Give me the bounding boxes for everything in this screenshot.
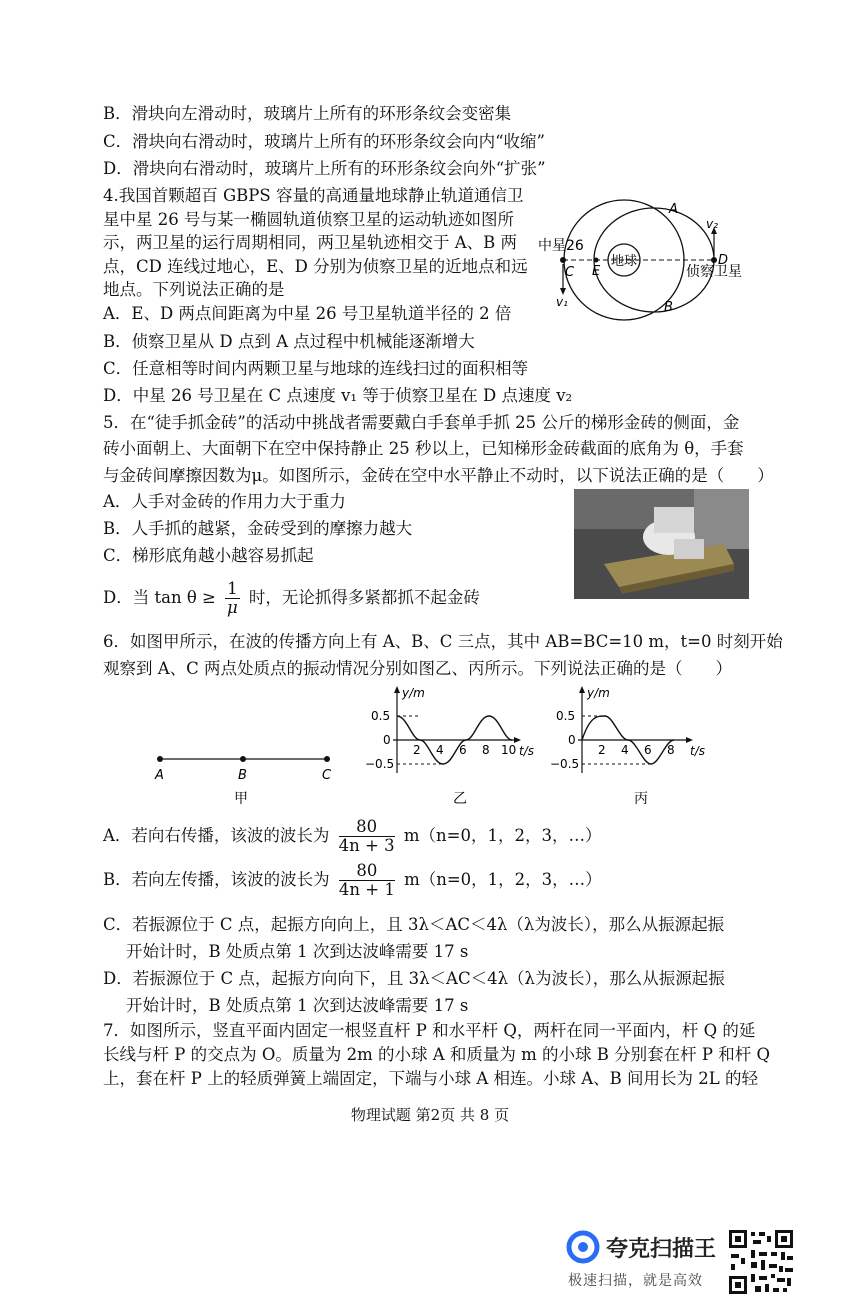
label-a: A bbox=[155, 768, 164, 783]
q4-option-d: D．中星 26 号卫星在 C 点速度 v₁ 等于侦察卫星在 D 点速度 v₂ bbox=[103, 386, 573, 405]
q4-stem-line2: 星中星 26 号与某一椭圆轨道侦察卫星的运动轨迹如图所 bbox=[103, 210, 514, 229]
q3-option-d: D．滑块向右滑动时，玻璃片上所有的环形条纹会向外“扩张” bbox=[103, 159, 546, 178]
q6-option-b: B．若向左传播，该波的波长为 $\frac{80}{4n + 1}$ m（n=0，1，2，3，…） bbox=[103, 861, 602, 899]
q4-orbit-figure bbox=[536, 180, 766, 320]
q6-figure-yi bbox=[355, 683, 534, 808]
q5-stem-line3: 与金砖间摩擦因数为μ。如图所示，金砖在空中水平静止不动时，以下说法正确的是（ ） bbox=[103, 466, 774, 485]
q5-option-d: D．当 tan θ ≥ $\frac{1}{\mu}$ 时，无论抓得多紧都抓不起金砖 bbox=[103, 579, 480, 617]
svg-text:y/m: y/m bbox=[402, 686, 425, 700]
point-d bbox=[711, 257, 717, 263]
brand-name: 夸克扫描王 bbox=[606, 1237, 717, 1262]
scanner-watermark bbox=[560, 1228, 730, 1298]
label-v1: v₁ bbox=[556, 295, 568, 309]
page-footer: 物理试题 第2页 共 8 页 bbox=[350, 1106, 510, 1124]
point-c bbox=[324, 756, 330, 762]
q4-option-c: C．任意相等时间内两颗卫星与地球的连线扫过的面积相等 bbox=[103, 359, 529, 378]
q5-option-b: B．人手抓的越紧，金砖受到的摩擦力越大 bbox=[103, 519, 413, 538]
svg-text:8: 8 bbox=[482, 743, 490, 757]
q4-stem-line3: 示，两卫星的运行周期相同，两卫星轨迹相交于 A、B 两 bbox=[103, 233, 518, 252]
gold-brick-photo bbox=[574, 489, 749, 599]
svg-text:t/s: t/s bbox=[690, 744, 705, 758]
q6-option-d-line2: 开始计时，B 处质点第 1 次到达波峰需要 17 s bbox=[126, 996, 469, 1015]
svg-text:0: 0 bbox=[383, 733, 391, 747]
point-c bbox=[560, 257, 566, 263]
svg-text:−0.5: −0.5 bbox=[365, 757, 395, 771]
label-c: C bbox=[322, 768, 332, 783]
label-earth: 地球 bbox=[611, 254, 638, 269]
caption-jia: 甲 bbox=[234, 791, 248, 807]
q5-option-d-fraction: $\frac{1}{\mu}$ bbox=[226, 579, 238, 617]
label-b: B bbox=[664, 300, 673, 315]
point-a bbox=[157, 756, 163, 762]
caption-yi: 乙 bbox=[453, 791, 467, 807]
svg-text:6: 6 bbox=[459, 743, 467, 757]
q6-stem-line1: 6．如图甲所示，在波的传播方向上有 A、B、C 三点，其中 AB=BC=10 m，t=0 时刻开始 bbox=[103, 632, 783, 651]
point-b bbox=[240, 756, 246, 762]
label-e: E bbox=[592, 264, 601, 279]
svg-text:4: 4 bbox=[621, 743, 629, 757]
label-d: D bbox=[718, 253, 729, 268]
label-a: A bbox=[669, 202, 678, 217]
q6-option-a: A．若向右传播，该波的波长为 $\frac{80}{4n + 3}$ m（n=0，1，2，3，…） bbox=[103, 817, 602, 855]
q6-option-c-line2: 开始计时，B 处质点第 1 次到达波峰需要 17 s bbox=[126, 942, 469, 961]
q7-stem-line2: 长线与杆 P 的交点为 O。质量为 2m 的小球 A 和质量为 m 的小球 B 分别套在杆 P 和杆 Q bbox=[103, 1045, 771, 1064]
q4-option-b: B．侦察卫星从 D 点到 A 点过程中机械能逐渐增大 bbox=[103, 332, 475, 351]
svg-text:10: 10 bbox=[501, 743, 517, 757]
q5-option-c: C．梯形底角越小越容易抓起 bbox=[103, 546, 314, 565]
q3-option-b: B．滑块向左滑动时，玻璃片上所有的环形条纹会变密集 bbox=[103, 104, 512, 123]
svg-text:0.5: 0.5 bbox=[556, 709, 576, 723]
q7-stem-line3: 上，套在杆 P 上的轻质弹簧上端固定，下端与小球 A 相连。小球 A、B 间用长为 2L 的轻 bbox=[103, 1069, 758, 1088]
svg-text:2: 2 bbox=[413, 743, 421, 757]
qr-code-icon bbox=[727, 1228, 795, 1296]
q5-option-a: A．人手对金砖的作用力大于重力 bbox=[103, 492, 346, 511]
label-zhongxing: 中星26 bbox=[538, 238, 584, 254]
q4-option-a: A．E、D 两点间距离为中星 26 号卫星轨道半径的 2 倍 bbox=[103, 304, 512, 323]
q3-option-c: C．滑块向右滑动时，玻璃片上所有的环形条纹会向内“收缩” bbox=[103, 132, 545, 151]
label-b: B bbox=[238, 768, 247, 783]
label-v2: v₂ bbox=[706, 217, 718, 231]
q6-option-b-fraction: $\frac{80}{4n + 1}$ bbox=[338, 861, 395, 899]
q5-stem-line2: 砖小面朝上、大面朝下在空中保持静止 25 秒以上，已知梯形金砖截面的底角为 θ，手套 bbox=[103, 439, 744, 458]
q6-option-d-line1: D．若振源位于 C 点，起振方向向下，且 3λ＜AC＜4λ（λ为波长），那么从振源起振 bbox=[103, 969, 725, 988]
q4-stem-line5: 地点。下列说法正确的是 bbox=[103, 280, 285, 299]
q6-stem-line2: 观察到 A、C 两点处质点的振动情况分别如图乙、丙所示。下列说法正确的是（ ） bbox=[103, 659, 733, 678]
brand-slogan: 极速扫描，就是高效 bbox=[568, 1273, 703, 1289]
label-spy: 侦察卫星 bbox=[686, 264, 742, 280]
svg-text:t/s: t/s bbox=[519, 744, 534, 758]
svg-text:0: 0 bbox=[568, 733, 576, 747]
svg-text:8: 8 bbox=[667, 743, 675, 757]
svg-text:6: 6 bbox=[644, 743, 652, 757]
quark-logo-icon bbox=[566, 1230, 600, 1264]
svg-text:2: 2 bbox=[598, 743, 606, 757]
q5-stem-line1: 5．在“徒手抓金砖”的活动中挑战者需要戴白手套单手抓 25 公斤的梯形金砖的侧面，金 bbox=[103, 413, 740, 432]
q6-figure-bing bbox=[540, 683, 710, 808]
caption-bing: 丙 bbox=[634, 791, 648, 807]
svg-text:0.5: 0.5 bbox=[371, 709, 391, 723]
svg-text:4: 4 bbox=[436, 743, 444, 757]
q6-option-c-line1: C．若振源位于 C 点，起振方向向上，且 3λ＜AC＜4λ（λ为波长），那么从振源起振 bbox=[103, 915, 725, 934]
q4-stem-line4: 点，CD 连线过地心，E、D 分别为侦察卫星的近地点和远 bbox=[103, 257, 528, 276]
q7-stem-line1: 7．如图所示，竖直平面内固定一根竖直杆 P 和水平杆 Q，两杆在同一平面内，杆 Q 的延 bbox=[103, 1021, 756, 1040]
q6-figure-jia bbox=[140, 745, 350, 810]
svg-text:y/m: y/m bbox=[587, 686, 610, 700]
label-c: C bbox=[565, 265, 575, 280]
q4-stem-line1: 4.我国首颗超百 GBPS 容量的高通量地球静止轨道通信卫 bbox=[103, 186, 524, 205]
q6-option-a-fraction: $\frac{80}{4n + 3}$ bbox=[338, 817, 395, 855]
point-e bbox=[594, 258, 599, 263]
svg-text:−0.5: −0.5 bbox=[550, 757, 580, 771]
